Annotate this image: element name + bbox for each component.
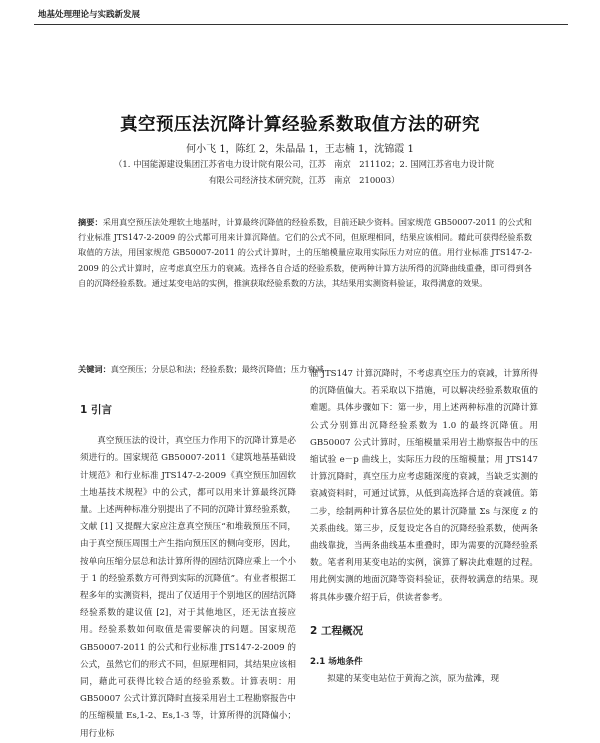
abstract	[78, 215, 532, 291]
subsection-heading-site: 2.1 场地条件	[310, 657, 363, 668]
keywords-text: 真空预压；分层总和法；经验系数；最终沉降值；压力衰减	[110, 364, 324, 374]
affiliation-line-1: （1. 中国能源建设集团江苏省电力设计院有限公司，江苏 南京 211102；2. 国网江苏省电力设计院	[114, 159, 494, 169]
header-rule	[34, 24, 568, 25]
abstract-label: 摘要：	[78, 217, 103, 227]
affiliation	[58, 156, 550, 188]
intro-paragraph-continued: 准 JTS147 计算沉降时，不考虑真空压力的衰减，计算所得的沉降值偏大。若采取以下措施，可以解决经验系数取值的难题。具体步骤如下：第一步，用上述两种标准的沉降计算公式分别算出沉降经验系数为 1.0 的最终沉降值。用 GB50007 公式计算时，压缩模量采用岩土勘察报告中的压缩试验 e－p 曲线上，实际压力段的压缩模量；用 JTS147 计算沉降时，真空压力应考虑随深度的衰减，当缺乏实测的衰减资料时，可通过试算，从低到高选择合适的衰减值。第二步，绘制两种计算各层位处的累计沉降量 Σs 与深度 z 的关系曲线。第三步，反复设定各自的沉降经验系数，使两条曲线靠拢，当两条曲线基本重叠时，即为需要的沉降经验系数。笔者利用某变电站的实例，演算了解决此难题的过程。用此例实测的地面沉降等资料验证，获得较满意的结果。现将具体步骤介绍于后，供读者参考。	[310, 369, 538, 603]
section-heading-introduction: 1 引言	[80, 404, 112, 416]
right-column	[310, 366, 538, 688]
site-paragraph: 拟建的某变电站位于黄海之滨，原为盐滩，现	[327, 674, 500, 685]
affiliation-line-2: 有限公司经济技术研究院，江苏 南京 210003）	[208, 175, 400, 185]
paper-title: 真空预压法沉降计算经验系数取值方法的研究	[120, 115, 480, 135]
running-head: 地基处理理论与实践新发展	[38, 10, 141, 20]
section-heading-project: 2 工程概况	[310, 624, 363, 637]
keywords-label: 关键词：	[78, 364, 111, 374]
abstract-text: 采用真空预压法处理软土地基时，计算最终沉降值的经验系数，目前还缺少资料。国家规范 GB50007-2011 的公式和行业标准 JTS147-2-2009 的公式都可用来计算沉降值。它们的公式不同，但原理相同，结果应该相同。藉此可获得经验系数取值的方法，用国家规范 GB50007-2011 的公式计算时，土的压缩模量应取用实际压力对应的值。用行业标准 JTS147-2-2009 的公式计算时，应考虑真空压力的衰减。选择各自合适的经验系数，使两种计算方法所得的沉降曲线重叠，即可得到各自的沉降经验系数。通过某变电站的实例，推演获取经验系数的方法，其结果用实测资料验证，取得满意的效果。	[78, 217, 532, 288]
authors: 何小飞 1，陈红 2，朱晶晶 1，王志楠 1，沈锦霞 1	[186, 144, 414, 155]
left-column	[80, 402, 296, 743]
intro-paragraph: 真空预压法的设计，真空压力作用下的沉降计算是必须进行的。国家规范 GB50007-2011《建筑地基基础设计规范》和行业标准 JTS147-2-2009《真空预压加固软土地基技术规程》中的公式，都可以用来计算最终沉降量。上述两种标准分别提出了不同的沉降计算经验系数，文献 [1] 又提醒大家应注意真空预压“和堆载预压不同，由于真空预压周围土产生指向预压区的侧向变形，因此，按单向压缩分层总和法计算所得的固结沉降应乘上一个小于 1 的经验系数方可得到实际的沉降值”。有业者根据工程多年的实测资料，提出了仅适用于个别地区的固结沉降经验系数的建议值 [2]，对于其他地区，还无法直接应用。经验系数如何取值是需要解决的问题。国家规范 GB50007-2011 的公式和行业标准 JTS147-2-2009 的公式，虽然它们的形式不同，但原理相同，其结果应该相同，藉此可获得比较合适的经验系数。计算表明：用 GB50007 公式计算沉降时直接采用岩土工程勘察报告中的压缩模量 Es,1-2、Es,1-3 等，计算所得的沉降偏小；用行业标	[80, 436, 296, 739]
